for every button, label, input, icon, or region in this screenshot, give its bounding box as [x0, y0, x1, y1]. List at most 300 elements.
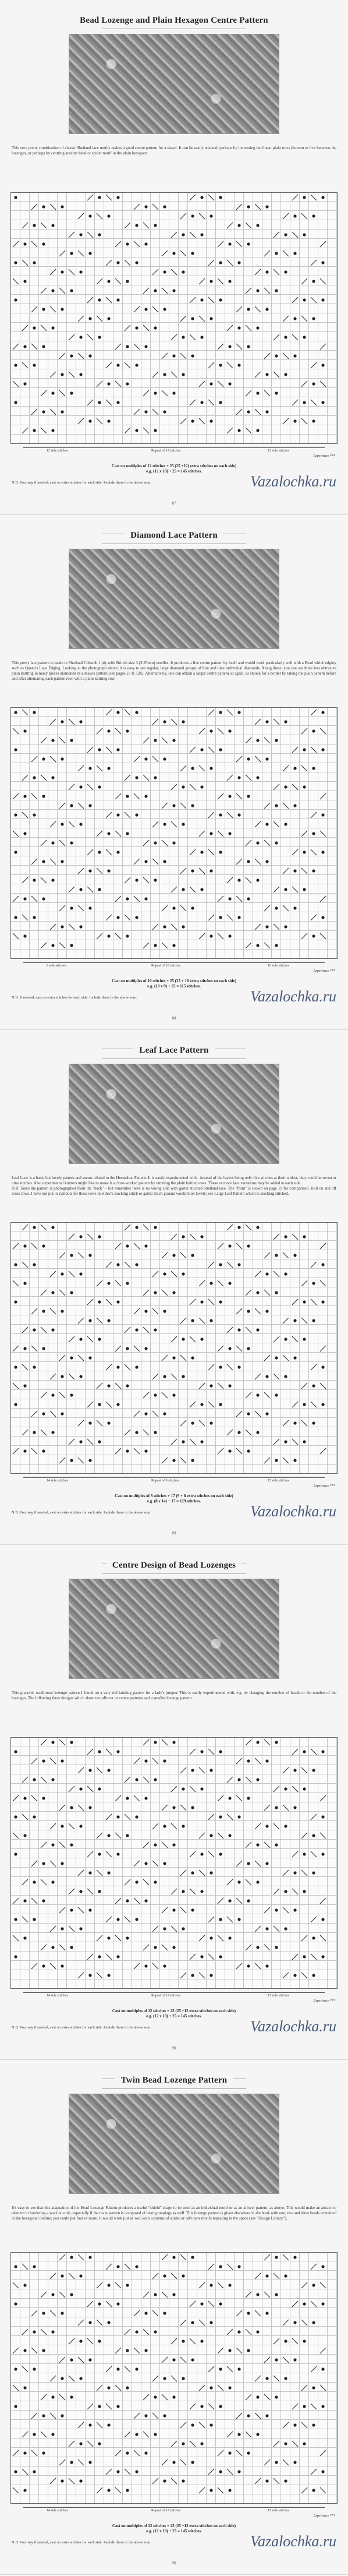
- knit-two-together-symbol: [180, 1972, 186, 1978]
- yarn-over-symbol: [321, 1365, 324, 1368]
- yarn-over-symbol: [135, 776, 138, 779]
- knit-two-together-symbol: [292, 747, 298, 753]
- yarn-over-symbol: [237, 2470, 240, 2473]
- yarn-over-symbol: [107, 934, 110, 937]
- slip-slip-knit-symbol: [301, 213, 307, 219]
- yarn-over-symbol: [163, 2377, 166, 2380]
- knit-two-together-symbol: [152, 821, 158, 827]
- knit-two-together-symbol: [125, 775, 130, 781]
- yarn-over-symbol: [284, 1927, 287, 1930]
- slip-slip-knit-symbol: [106, 297, 112, 303]
- knit-two-together-symbol: [255, 2273, 261, 2279]
- yarn-over-symbol: [275, 391, 278, 394]
- yarn-over-symbol: [237, 1263, 240, 1266]
- slip-slip-knit-symbol: [283, 1252, 289, 1258]
- page-number: 87: [172, 501, 176, 506]
- slip-slip-knit-symbol: [162, 1739, 168, 1745]
- slip-slip-knit-symbol: [69, 2478, 74, 2484]
- page-title: Bead Lozenge and Plain Hexagon Centre Pattern: [74, 16, 274, 26]
- slip-slip-knit-symbol: [292, 1336, 298, 1342]
- slip-slip-knit-symbol: [13, 1935, 19, 1941]
- slip-slip-knit-symbol: [13, 1280, 19, 1286]
- knit-two-together-symbol: [311, 2366, 317, 2372]
- slip-slip-knit-symbol: [13, 278, 19, 284]
- slip-slip-knit-symbol: [162, 390, 168, 396]
- cast-on-rule: Cast on multiples of 12 stitches + 25 (25 +12 extra stitches on each side): [112, 2009, 236, 2013]
- knit-two-together-symbol: [143, 1290, 149, 1296]
- yarn-over-symbol: [88, 419, 91, 422]
- yarn-over-symbol: [237, 1918, 240, 1921]
- yarn-over-symbol: [219, 813, 222, 816]
- yarn-over-symbol: [88, 214, 91, 217]
- knit-two-together-symbol: [292, 1299, 298, 1305]
- yarn-over-symbol: [116, 2265, 119, 2268]
- slip-slip-knit-symbol: [255, 756, 261, 762]
- yarn-over-symbol: [70, 944, 73, 947]
- slip-slip-knit-symbol: [134, 896, 140, 902]
- yarn-over-symbol: [312, 1834, 315, 1837]
- knit-two-together-symbol: [50, 821, 56, 827]
- yarn-over-symbol: [14, 2265, 17, 2268]
- slip-slip-knit-symbol: [218, 2487, 223, 2493]
- slip-slip-knit-symbol: [274, 1374, 279, 1379]
- knit-two-together-symbol: [87, 400, 93, 405]
- cast-on-rule: Cast on multiples of 12 stitches + 25 (25 +12) extra stitches on each side): [111, 464, 237, 468]
- knit-two-together-symbol: [78, 868, 84, 874]
- slip-slip-knit-symbol: [13, 933, 19, 939]
- yarn-over-symbol: [79, 1440, 82, 1443]
- slip-slip-knit-symbol: [274, 719, 279, 725]
- yarn-over-symbol: [275, 944, 278, 947]
- slip-slip-knit-symbol: [41, 325, 47, 331]
- knit-two-together-symbol: [69, 2338, 74, 2344]
- yarn-over-symbol: [256, 2433, 259, 2436]
- slip-slip-knit-symbol: [264, 2394, 270, 2400]
- slip-slip-knit-symbol: [274, 372, 279, 377]
- slip-slip-knit-symbol: [106, 747, 112, 753]
- slip-slip-knit-symbol: [69, 1271, 74, 1277]
- knit-two-together-symbol: [320, 1448, 326, 1454]
- yarn-over-symbol: [79, 1338, 82, 1340]
- extra-stitch-note: N.B. You may if needed, cast on extra stitches for each side. Include these in the above sum.: [12, 2540, 151, 2545]
- yarn-over-symbol: [172, 2395, 175, 2398]
- knit-two-together-symbol: [283, 2422, 289, 2428]
- repeat-left-label: 9 side stitches: [47, 964, 66, 968]
- slip-slip-knit-symbol: [208, 747, 214, 753]
- knit-two-together-symbol: [106, 2366, 112, 2372]
- yarn-over-symbol: [312, 767, 315, 770]
- slip-slip-knit-symbol: [171, 2478, 177, 2484]
- knit-two-together-symbol: [50, 2376, 56, 2381]
- yarn-over-symbol: [256, 776, 259, 779]
- slip-slip-knit-symbol: [152, 1963, 158, 1969]
- knit-two-together-symbol: [22, 325, 28, 331]
- yarn-over-symbol: [116, 916, 119, 919]
- slip-slip-knit-symbol: [320, 278, 326, 284]
- yarn-over-symbol: [51, 2293, 54, 2296]
- repeat-left-label: 14 side stitches: [47, 1479, 68, 1483]
- slip-slip-knit-symbol: [227, 362, 233, 368]
- slip-slip-knit-symbol: [22, 1262, 28, 1268]
- knit-two-together-symbol: [246, 2292, 251, 2298]
- knit-two-together-symbol: [59, 2459, 65, 2465]
- yarn-over-symbol: [265, 2274, 268, 2277]
- slip-slip-knit-symbol: [134, 344, 140, 350]
- yarn-over-symbol: [209, 280, 212, 283]
- yarn-over-symbol: [237, 2367, 240, 2370]
- slip-slip-knit-symbol: [171, 1926, 177, 1932]
- yarn-over-symbol: [79, 2479, 82, 2482]
- yarn-over-symbol: [312, 317, 315, 320]
- yarn-over-symbol: [321, 2302, 324, 2305]
- slip-slip-knit-symbol: [292, 887, 298, 892]
- yarn-over-symbol: [51, 878, 54, 881]
- slip-slip-knit-symbol: [199, 1870, 205, 1876]
- yarn-over-symbol: [228, 280, 231, 283]
- knit-two-together-symbol: [171, 1889, 177, 1894]
- slip-slip-knit-symbol: [292, 784, 298, 790]
- yarn-over-symbol: [293, 419, 296, 422]
- yarn-over-symbol: [79, 823, 82, 825]
- yarn-over-symbol: [51, 1431, 54, 1434]
- slip-slip-knit-symbol: [69, 269, 74, 275]
- yarn-over-symbol: [247, 1244, 250, 1247]
- yarn-over-symbol: [312, 832, 315, 835]
- yarn-over-symbol: [219, 1815, 222, 1818]
- slip-slip-knit-symbol: [264, 840, 270, 846]
- slip-slip-knit-symbol: [143, 428, 149, 433]
- knit-two-together-symbol: [162, 250, 168, 256]
- yarn-over-symbol: [303, 2339, 306, 2342]
- yarn-over-symbol: [14, 2405, 17, 2408]
- slip-slip-knit-symbol: [106, 195, 112, 200]
- yarn-over-symbol: [219, 851, 222, 853]
- slip-slip-knit-symbol: [227, 1364, 233, 1370]
- yarn-over-symbol: [182, 1927, 184, 1930]
- knit-two-together-symbol: [106, 362, 112, 368]
- yarn-over-symbol: [219, 298, 222, 301]
- yarn-over-symbol: [275, 1291, 278, 1294]
- yarn-over-symbol: [303, 851, 306, 853]
- yarn-over-symbol: [163, 2414, 166, 2417]
- knit-two-together-symbol: [78, 316, 84, 322]
- yarn-over-symbol: [284, 1235, 287, 1238]
- yarn-over-symbol: [163, 2274, 166, 2277]
- yarn-over-symbol: [144, 897, 147, 900]
- knit-two-together-symbol: [292, 297, 298, 303]
- yarn-over-symbol: [116, 711, 119, 714]
- yarn-over-symbol: [200, 401, 203, 404]
- yarn-over-symbol: [107, 2489, 110, 2492]
- slip-slip-knit-symbol: [274, 1926, 279, 1932]
- yarn-over-symbol: [51, 1226, 54, 1229]
- yarn-over-symbol: [321, 2265, 324, 2268]
- knit-two-together-symbol: [199, 831, 205, 837]
- knit-two-together-symbol: [143, 1392, 149, 1398]
- yarn-over-symbol: [256, 1291, 259, 1294]
- knit-two-together-symbol: [190, 2404, 196, 2409]
- yarn-over-symbol: [88, 354, 91, 357]
- yarn-over-symbol: [116, 196, 119, 199]
- slip-slip-knit-symbol: [41, 1225, 47, 1230]
- chart-symbols: [11, 2253, 337, 2503]
- yarn-over-symbol: [237, 261, 240, 264]
- yarn-over-symbol: [126, 2489, 129, 2492]
- yarn-over-symbol: [79, 785, 82, 788]
- yarn-over-symbol: [219, 196, 222, 199]
- knit-two-together-symbol: [283, 418, 289, 424]
- knit-two-together-symbol: [134, 2413, 140, 2419]
- yarn-over-symbol: [182, 925, 184, 928]
- yarn-over-symbol: [247, 308, 250, 310]
- yarn-over-symbol: [284, 233, 287, 236]
- slip-slip-knit-symbol: [246, 2329, 251, 2335]
- yarn-over-symbol: [172, 944, 175, 947]
- yarn-over-symbol: [144, 1964, 147, 1967]
- yarn-over-symbol: [88, 317, 91, 320]
- yarn-over-symbol: [79, 1272, 82, 1275]
- yarn-over-symbol: [312, 2423, 315, 2426]
- yarn-over-symbol: [293, 1908, 296, 1911]
- knit-two-together-symbol: [264, 250, 270, 256]
- knit-two-together-symbol: [78, 2422, 84, 2428]
- yarn-over-symbol: [154, 878, 157, 881]
- yarn-over-symbol: [256, 944, 259, 947]
- slip-slip-knit-symbol: [50, 756, 56, 762]
- yarn-over-symbol: [61, 860, 63, 863]
- knit-two-together-symbol: [301, 1935, 307, 1941]
- yarn-over-symbol: [144, 2451, 147, 2454]
- knit-two-together-symbol: [208, 362, 214, 368]
- knit-two-together-symbol: [162, 2459, 168, 2465]
- slip-slip-knit-symbol: [115, 728, 121, 734]
- yarn-over-symbol: [172, 1356, 175, 1359]
- slip-slip-knit-symbol: [115, 2282, 121, 2288]
- yarn-over-symbol: [116, 298, 119, 301]
- slip-slip-knit-symbol: [292, 2441, 298, 2447]
- yarn-over-symbol: [33, 2265, 35, 2268]
- yarn-over-symbol: [144, 2414, 147, 2417]
- yarn-over-symbol: [321, 401, 324, 404]
- yarn-over-symbol: [321, 1403, 324, 1406]
- knit-two-together-symbol: [41, 2394, 47, 2400]
- knit-two-together-symbol: [69, 334, 74, 340]
- slip-slip-knit-symbol: [97, 213, 102, 219]
- slip-slip-knit-symbol: [134, 241, 140, 247]
- yarn-over-symbol: [163, 1927, 166, 1930]
- yarn-over-symbol: [293, 1974, 296, 1977]
- yarn-over-symbol: [191, 1319, 194, 1322]
- knit-two-together-symbol: [320, 1795, 326, 1801]
- knit-two-together-symbol: [162, 803, 168, 809]
- title-block: [0, 1560, 348, 1571]
- yarn-over-symbol: [303, 336, 306, 338]
- slip-slip-knit-symbol: [41, 1430, 47, 1435]
- knit-two-together-symbol: [59, 1458, 65, 1463]
- lace-photo: [69, 549, 279, 649]
- yarn-over-symbol: [135, 1815, 138, 1818]
- slip-slip-knit-symbol: [255, 2413, 261, 2419]
- yarn-over-symbol: [79, 925, 82, 928]
- knit-two-together-symbol: [31, 859, 37, 864]
- slip-slip-knit-symbol: [171, 1271, 177, 1277]
- knit-two-together-symbol: [134, 859, 140, 864]
- knit-two-together-symbol: [171, 2338, 177, 2344]
- yarn-over-symbol: [61, 2479, 63, 2482]
- yarn-over-symbol: [144, 757, 147, 760]
- knit-two-together-symbol: [13, 1448, 19, 1454]
- slip-slip-knit-symbol: [31, 1795, 37, 1801]
- yarn-over-symbol: [107, 214, 110, 217]
- slip-slip-knit-symbol: [97, 316, 102, 322]
- knitting-chart: [10, 707, 338, 959]
- yarn-over-symbol: [200, 1787, 203, 1790]
- slip-slip-knit-symbol: [264, 943, 270, 948]
- yarn-over-symbol: [154, 1843, 157, 1846]
- knit-two-together-symbol: [246, 1739, 251, 1745]
- yarn-over-symbol: [79, 233, 82, 236]
- knit-two-together-symbol: [59, 905, 65, 911]
- yarn-over-symbol: [191, 2461, 194, 2464]
- slip-slip-knit-symbol: [69, 924, 74, 930]
- yarn-over-symbol: [98, 1338, 101, 1340]
- yarn-over-symbol: [163, 1412, 166, 1415]
- slip-slip-knit-symbol: [152, 1861, 158, 1866]
- slip-slip-knit-symbol: [97, 1972, 102, 1978]
- yarn-over-symbol: [126, 345, 129, 348]
- slip-slip-knit-symbol: [171, 269, 177, 275]
- knit-two-together-symbol: [162, 2254, 168, 2260]
- knit-two-together-symbol: [236, 204, 242, 210]
- yarn-over-symbol: [33, 261, 35, 264]
- yarn-over-symbol: [182, 336, 184, 338]
- knit-two-together-symbol: [134, 306, 140, 312]
- knit-two-together-symbol: [41, 737, 47, 743]
- yarn-over-symbol: [265, 2414, 268, 2417]
- yarn-over-symbol: [209, 2386, 212, 2389]
- slip-slip-knit-symbol: [320, 2385, 326, 2391]
- knit-two-together-symbol: [152, 1271, 158, 1277]
- yarn-over-symbol: [23, 1449, 26, 1452]
- slip-slip-knit-symbol: [50, 409, 56, 415]
- slip-slip-knit-symbol: [311, 747, 317, 753]
- yarn-over-symbol: [144, 2312, 147, 2314]
- yarn-over-symbol: [182, 1375, 184, 1378]
- yarn-over-symbol: [200, 2405, 203, 2408]
- yarn-over-symbol: [126, 795, 129, 797]
- yarn-over-symbol: [284, 1272, 287, 1275]
- yarn-over-symbol: [70, 1459, 73, 1462]
- slip-slip-knit-symbol: [134, 2450, 140, 2456]
- knit-two-together-symbol: [236, 1861, 242, 1866]
- slip-slip-knit-symbol: [246, 1777, 251, 1783]
- yarn-over-symbol: [135, 2433, 138, 2436]
- knit-two-together-symbol: [274, 232, 279, 238]
- yarn-over-symbol: [154, 1741, 157, 1744]
- yarn-over-symbol: [265, 757, 268, 760]
- knit-two-together-symbol: [78, 2320, 84, 2326]
- yarn-over-symbol: [98, 1300, 101, 1303]
- yarn-over-symbol: [116, 401, 119, 404]
- yarn-over-symbol: [79, 888, 82, 891]
- knit-two-together-symbol: [301, 1280, 307, 1286]
- knit-two-together-symbol: [59, 1355, 65, 1361]
- pattern-page: [0, 1030, 348, 1545]
- yarn-over-symbol: [172, 391, 175, 394]
- yarn-over-symbol: [209, 382, 212, 385]
- knit-two-together-symbol: [115, 2450, 121, 2456]
- knit-two-together-symbol: [13, 1795, 19, 1801]
- yarn-over-symbol: [237, 1226, 240, 1229]
- slip-slip-knit-symbol: [13, 381, 19, 387]
- yarn-over-symbol: [237, 364, 240, 366]
- yarn-over-symbol: [191, 1871, 194, 1874]
- yarn-over-symbol: [247, 345, 250, 348]
- slip-slip-knit-symbol: [50, 1308, 56, 1314]
- yarn-over-symbol: [293, 1421, 296, 1424]
- cast-on-example: e.g. (10 x 9) + 25 = 115 stitches.: [147, 984, 201, 989]
- yarn-over-symbol: [23, 345, 26, 348]
- yarn-over-symbol: [126, 1797, 129, 1799]
- slip-slip-knit-symbol: [320, 1935, 326, 1941]
- yarn-over-symbol: [116, 2302, 119, 2305]
- slip-slip-knit-symbol: [320, 381, 326, 387]
- knit-two-together-symbol: [283, 868, 289, 874]
- slip-slip-knit-symbol: [255, 1963, 261, 1969]
- yarn-over-symbol: [312, 419, 315, 422]
- knit-two-together-symbol: [190, 1851, 196, 1857]
- yarn-over-symbol: [116, 261, 119, 264]
- yarn-over-symbol: [321, 2367, 324, 2370]
- yarn-over-symbol: [182, 2479, 184, 2482]
- yarn-over-symbol: [321, 748, 324, 751]
- yarn-over-symbol: [284, 1825, 287, 1827]
- yarn-over-symbol: [256, 1778, 259, 1781]
- knit-two-together-symbol: [236, 1308, 242, 1314]
- yarn-over-symbol: [126, 242, 129, 245]
- knit-two-together-symbol: [301, 2282, 307, 2288]
- yarn-over-symbol: [247, 757, 250, 760]
- slip-slip-knit-symbol: [320, 1383, 326, 1389]
- yarn-over-symbol: [126, 934, 129, 937]
- yarn-over-symbol: [275, 1459, 278, 1462]
- slip-slip-knit-symbol: [311, 2301, 317, 2307]
- slip-slip-knit-symbol: [274, 1271, 279, 1277]
- slip-slip-knit-symbol: [41, 223, 47, 228]
- yarn-over-symbol: [154, 1431, 157, 1434]
- slip-slip-knit-symbol: [227, 710, 233, 715]
- yarn-over-symbol: [51, 2330, 54, 2333]
- slip-slip-knit-symbol: [292, 1234, 298, 1240]
- yarn-over-symbol: [265, 410, 268, 413]
- knit-two-together-symbol: [50, 924, 56, 930]
- slip-slip-knit-symbol: [69, 1374, 74, 1379]
- yarn-over-symbol: [70, 252, 73, 255]
- yarn-over-symbol: [154, 1778, 157, 1781]
- knit-two-together-symbol: [152, 269, 158, 275]
- yarn-over-symbol: [172, 1254, 175, 1257]
- knit-two-together-symbol: [171, 1234, 177, 1240]
- yarn-over-symbol: [321, 298, 324, 301]
- yarn-over-symbol: [191, 1806, 194, 1809]
- yarn-over-symbol: [23, 2349, 26, 2352]
- yarn-over-symbol: [228, 382, 231, 385]
- slip-slip-knit-symbol: [97, 1420, 102, 1426]
- yarn-over-symbol: [126, 1834, 129, 1837]
- knit-two-together-symbol: [152, 1926, 158, 1932]
- yarn-over-symbol: [172, 1806, 175, 1809]
- slip-slip-knit-symbol: [171, 821, 177, 827]
